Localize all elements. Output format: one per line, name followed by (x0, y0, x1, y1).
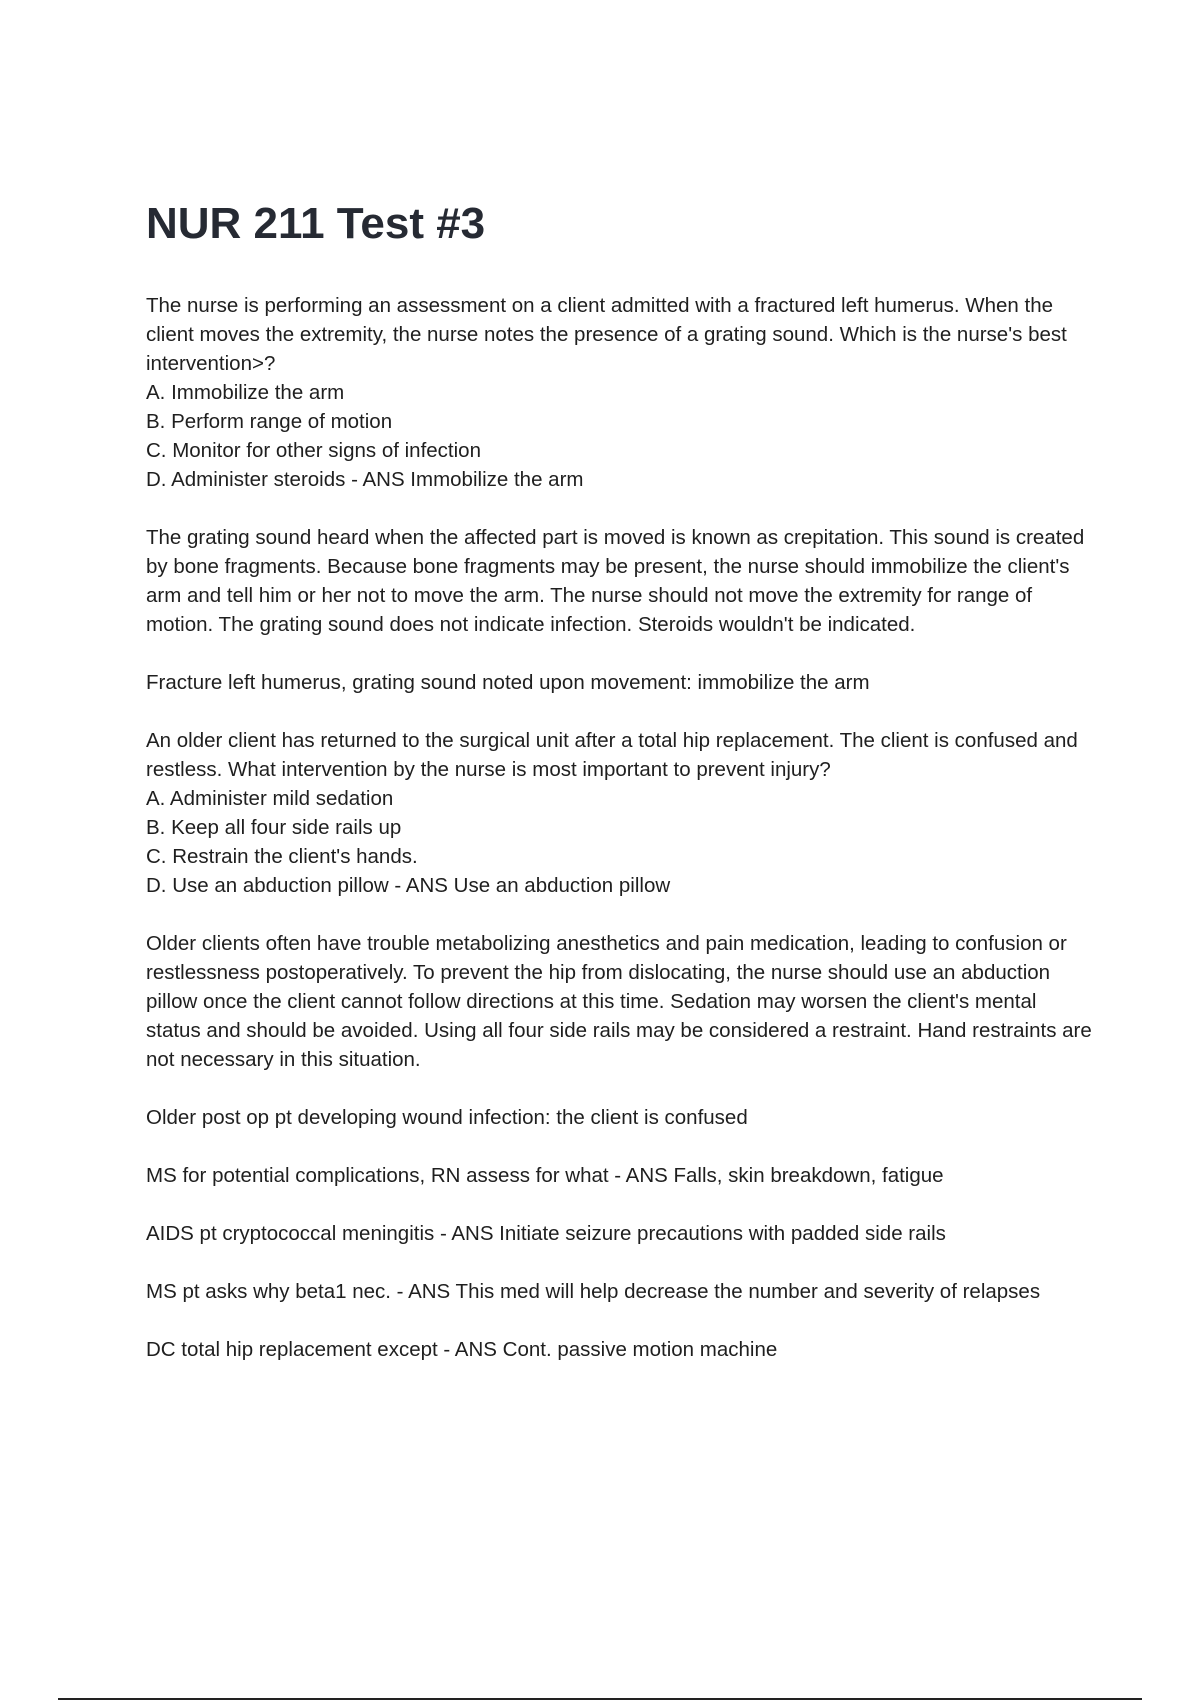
item-aids-meningitis: AIDS pt cryptococcal meningitis - ANS Initiate seizure precautions with padded side rails (146, 1221, 946, 1245)
question-2-stem: An older client has returned to the surgical unit after a total hip replacement. The client is confused and restless. What intervention by the nurse is most important to prevent injury? (146, 728, 1078, 781)
rationale-1: The grating sound heard when the affected part is moved is known as crepitation. This sound is created by bone fragments. Because bone fragments may be present, the nurse should immobilize the client's arm and tell him or her not to move the arm. The nurse should not move the extremity for range of motion. The grating sound does not indicate infection. Steroids wouldn't be indicated. (146, 525, 1085, 636)
item-ms-beta: MS pt asks why beta1 nec. - ANS This med will help decrease the number and severity of relapses (146, 1279, 1041, 1303)
question-1-stem: The nurse is performing an assessment on a client admitted with a fractured left humerus. When the client moves the extremity, the nurse notes the presence of a grating sound. Which is the nurse's best intervention>? (146, 293, 1067, 375)
question-2-option-c: C. Restrain the client's hands. (146, 844, 418, 868)
question-2-option-b: B. Keep all four side rails up (146, 815, 402, 839)
question-1-option-b: B. Perform range of motion (146, 409, 393, 433)
summary-2: Older post op pt developing wound infection: the client is confused (146, 1105, 748, 1129)
question-1-option-d: D. Administer steroids - ANS Immobilize the arm (146, 467, 584, 491)
rationale-2: Older clients often have trouble metabolizing anesthetics and pain medication, leading to confusion or restlessness postoperatively. To prevent the hip from dislocating, the nurse should use an abduction pillow once the client cannot follow directions at this time. Sedation may worsen the client's mental status and should be avoided. Using all four side rails may be considered a restraint. Hand restraints are not necessary in this situation. (146, 931, 1092, 1071)
question-2-option-a: A. Administer mild sedation (146, 786, 394, 810)
question-2-option-d: D. Use an abduction pillow - ANS Use an abduction pillow (146, 873, 671, 897)
page-title: NUR 211 Test #3 (146, 199, 486, 248)
document-page (146, 198, 1096, 1393)
question-2 (146, 726, 1096, 900)
item-dc-hip: DC total hip replacement except - ANS Cont. passive motion machine (146, 1337, 778, 1361)
summary-1: Fracture left humerus, grating sound noted upon movement: immobilize the arm (146, 670, 870, 694)
question-1-option-a: A. Immobilize the arm (146, 380, 345, 404)
question-1-option-c: C. Monitor for other signs of infection (146, 438, 481, 462)
question-1 (146, 291, 1096, 494)
item-ms-complications: MS for potential complications, RN assess for what - ANS Falls, skin breakdown, fatigue (146, 1163, 944, 1187)
